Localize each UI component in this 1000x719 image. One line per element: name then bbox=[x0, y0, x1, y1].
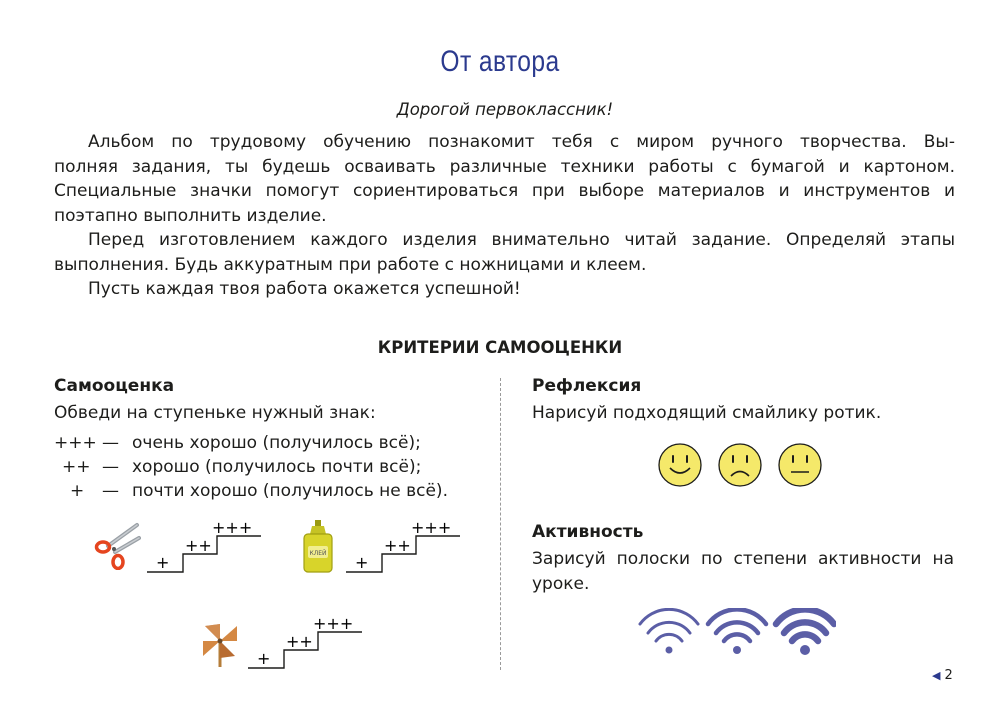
intro-paragraph-3: Пусть каждая твоя работа окажется успешной! bbox=[88, 279, 521, 299]
step-plus-2[interactable]: ++ bbox=[286, 632, 313, 651]
page-number bbox=[932, 668, 953, 683]
step-plus-1[interactable]: + bbox=[355, 553, 369, 572]
stairs-glue bbox=[344, 516, 464, 576]
stairs-scissors bbox=[145, 516, 265, 576]
smileys bbox=[657, 441, 833, 491]
intro-paragraph-1-line-1: Альбом по трудовому обучению познакомит тебя с миром ручного творчества. Вы- bbox=[88, 132, 955, 152]
reflection-heading: Рефлексия bbox=[532, 376, 642, 396]
step-plus-3[interactable]: +++ bbox=[313, 614, 354, 633]
activity-signals bbox=[636, 608, 836, 660]
criteria-sign: +++ bbox=[54, 433, 97, 453]
column-divider bbox=[500, 378, 501, 670]
glue-icon bbox=[300, 518, 336, 574]
triangle-left-icon: ◀ bbox=[932, 669, 941, 682]
criteria-text: хорошо (получилось почти всё); bbox=[132, 457, 422, 477]
page-number-value: 2 bbox=[944, 668, 953, 683]
criteria-sign: ++ bbox=[62, 457, 91, 477]
reflection-text: Нарисуй подходящий смайлику ротик. bbox=[532, 403, 882, 423]
self-assessment-heading: Самооценка bbox=[54, 376, 175, 396]
scissors-icon bbox=[93, 522, 141, 570]
smiley-happy-icon[interactable] bbox=[659, 444, 701, 486]
greeting: Дорогой первоклассник! bbox=[396, 100, 614, 119]
criteria-sign: + bbox=[70, 481, 85, 501]
intro-paragraph-1: полняя задания, ты будешь осваивать различные техники работы с бумагой и картоном. Специальные значки помогут сориентироваться при выборе материалов и инструментов и поэтапно выполнить изделие. bbox=[54, 156, 955, 226]
step-plus-1[interactable]: + bbox=[156, 553, 170, 572]
stairs-pinwheel bbox=[246, 612, 366, 672]
criteria-heading: КРИТЕРИИ САМООЦЕНКИ bbox=[377, 338, 623, 357]
criteria-dash: — bbox=[102, 481, 119, 501]
page-title: От автора bbox=[440, 45, 560, 78]
criteria-dash: — bbox=[102, 457, 119, 477]
activity-heading: Активность bbox=[532, 522, 644, 542]
signal-medium-icon[interactable] bbox=[708, 609, 766, 654]
glue-label: КЛЕЙ bbox=[309, 550, 327, 557]
step-plus-2[interactable]: ++ bbox=[185, 536, 212, 555]
step-plus-3[interactable]: +++ bbox=[411, 518, 452, 537]
intro-text bbox=[54, 130, 955, 302]
criteria-text: почти хорошо (получилось не всё). bbox=[132, 481, 448, 501]
criteria-dash: — bbox=[102, 433, 119, 453]
pinwheel-icon bbox=[197, 618, 245, 668]
signal-low-icon[interactable] bbox=[640, 609, 698, 653]
criteria-text: очень хорошо (получилось всё); bbox=[132, 433, 421, 453]
self-assessment-instruction: Обведи на ступеньке нужный знак: bbox=[54, 403, 376, 423]
signal-high-icon[interactable] bbox=[776, 609, 834, 655]
step-plus-1[interactable]: + bbox=[257, 649, 271, 668]
step-plus-3[interactable]: +++ bbox=[212, 518, 253, 537]
smiley-sad-icon[interactable] bbox=[719, 444, 761, 486]
step-plus-2[interactable]: ++ bbox=[384, 536, 411, 555]
smiley-neutral-icon[interactable] bbox=[779, 444, 821, 486]
activity-text: Зарисуй полоски по степени активности на уроке. bbox=[532, 549, 954, 594]
intro-paragraph-2: Перед изготовлением каждого изделия внимательно читай задание. Определяй этапы выполнения. Будь аккуратным при работе с ножницами и клеем. bbox=[54, 230, 955, 275]
